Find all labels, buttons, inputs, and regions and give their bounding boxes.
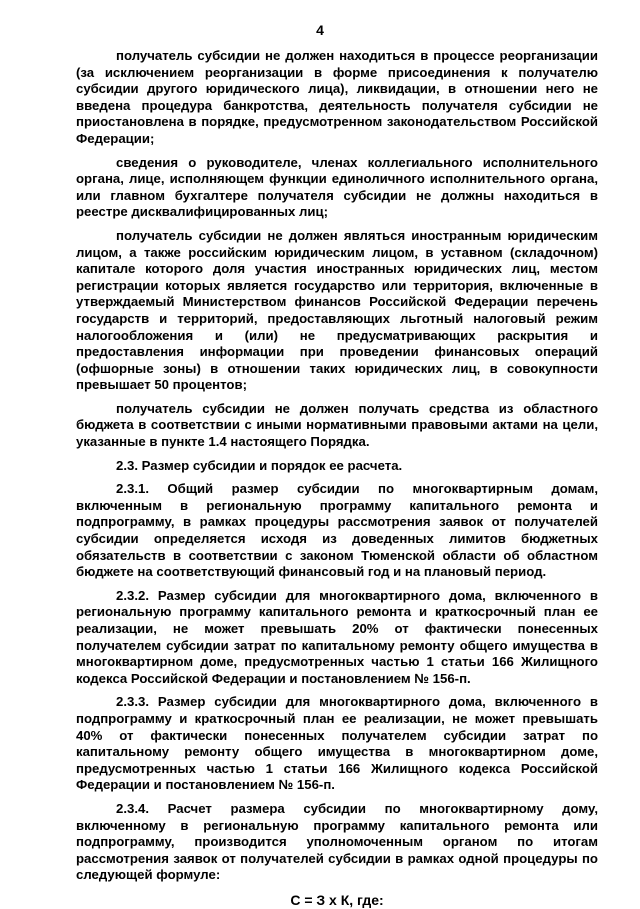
paragraph-2-3-1: 2.3.1. Общий размер субсидии по многоквартирным домам, включенным в региональную программу капитального ремонта и подпрограмму, в рамках процедуры рассмотрения заявок от получателей субсидии определяется исходя из доведенных лимитов бюджетных обязательств в соответствии с законом Тюменской области об областном бюджете на соответствующий финансовый год и на плановый период. <box>76 481 598 580</box>
paragraph-disqualified-persons-condition: сведения о руководителе, членах коллегиального исполнительного органа, лице, исполняющем функции единоличного исполнительного органа, или главном бухгалтере получателя субсидии не должны находиться в реестре дисквалифицированных лиц; <box>76 154 598 220</box>
paragraph-foreign-entity-condition: получатель субсидии не должен являться иностранным юридическим лицом, а также российским юридическим лицом, в уставном (складочном) капитале которого доля участия иностранных юридических лиц, местом регистрации которых является государство или территория, включенные в утверждаемый Министерством финансов Российской Федерации перечень государств и территорий, предоставляющих льготный налоговый режим налогообложения и (или) не предусматривающих раскрытия и предоставления информации при проведении финансовых операций (офшорные зоны) в отношении таких юридических лиц, в совокупности превышает 50 процентов; <box>76 227 598 393</box>
paragraph-other-funds-condition: получатель субсидии не должен получать средства из областного бюджета в соответствии с иными нормативными правовыми актами на цели, указанные в пункте 1.4 настоящего Порядка. <box>76 400 598 450</box>
document-body <box>76 48 598 909</box>
paragraph-reorganization-condition: получатель субсидии не должен находиться в процессе реорганизации (за исключением реорганизации в форме присоединения к получателю субсидии другого юридического лица), ликвидации, в отношении него не введена процедура банкротства, деятельность получателя субсидии не приостановлена в порядке, предусмотренном законодательством Российской Федерации; <box>76 48 598 146</box>
subsidy-formula: С = З х К, где: <box>290 891 384 908</box>
paragraph-2-3-2: 2.3.2. Размер субсидии для многоквартирного дома, включенного в региональную программу капитального ремонта и краткосрочный план ее реализации, не может превышать 20% от фактически понесенных получателем субсидии затрат по капитальному ремонту общего имущества в многоквартирном доме, предусмотренных частью 1 статьи 166 Жилищного кодекса Российской Федерации и постановлением № 156-п. <box>76 587 598 686</box>
section-heading-2-3: 2.3. Размер субсидии и порядок ее расчета. <box>116 457 403 473</box>
page-number: 4 <box>316 22 324 38</box>
paragraph-2-3-4: 2.3.4. Расчет размера субсидии по многоквартирному дому, включенному в региональную программу капитального ремонта или подпрограмму, производится уполномоченным органом по итогам рассмотрения заявок от получателей субсидии в рамках одной процедуры по следующей формуле: <box>76 800 598 883</box>
paragraph-2-3-3: 2.3.3. Размер субсидии для многоквартирного дома, включенного в подпрограмму и краткосрочный план ее реализации, не может превышать 40% от фактически понесенных получателем субсидии затрат по капитальному ремонту общего имущества в многоквартирном доме, предусмотренных частью 1 статьи 166 Жилищного кодекса Российской Федерации и постановлением № 156-п. <box>76 694 598 793</box>
